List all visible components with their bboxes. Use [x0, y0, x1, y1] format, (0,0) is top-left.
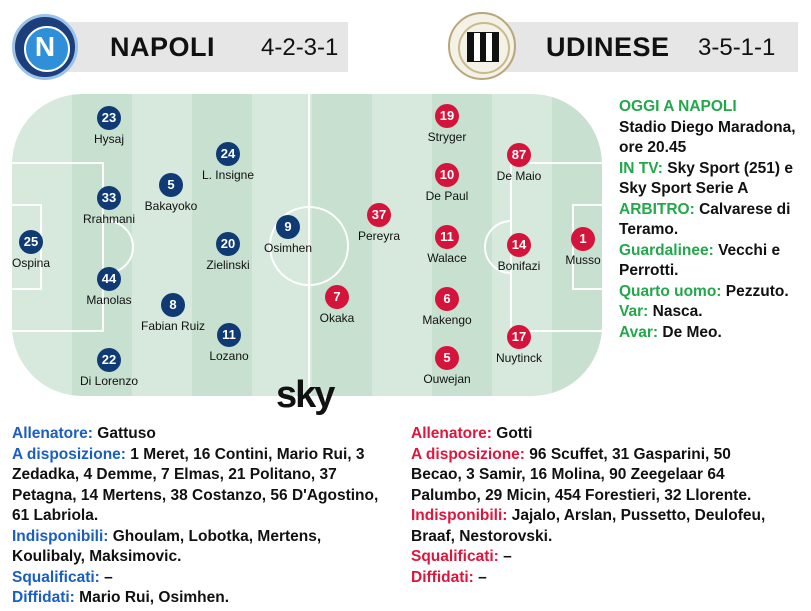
referee-label: ARBITRO: — [619, 200, 695, 218]
player-name: Bakayoko — [144, 199, 198, 213]
tv-label: IN TV: — [619, 159, 663, 177]
info-avar — [619, 323, 809, 344]
linesmen-value: Vecchi e Perrotti. — [619, 241, 781, 279]
bench-label: A disposizione: — [411, 445, 525, 463]
referee-value: Calvarese di Teramo. — [619, 200, 791, 238]
napoli-crest-icon — [12, 14, 78, 80]
udinese-crest-icon — [448, 12, 516, 80]
warned-label: Diffidati: — [411, 568, 474, 586]
avar-label: Avar: — [619, 323, 659, 341]
player-number: 11 — [435, 225, 459, 249]
player-name: Makengo — [422, 313, 472, 327]
player-number: 25 — [19, 230, 43, 254]
player-name: Okaka — [319, 311, 355, 325]
unavailable-label: Indisponibili: — [411, 507, 508, 524]
player-udinese — [387, 287, 507, 327]
player-napoli — [49, 106, 169, 146]
info-var — [619, 302, 809, 323]
player-number: 8 — [161, 293, 185, 317]
player-number: 5 — [435, 346, 459, 370]
player-number: 7 — [325, 285, 349, 309]
player-name: Nuytinck — [495, 351, 542, 365]
player-number: 23 — [97, 106, 121, 130]
player-number: 17 — [507, 325, 531, 349]
bench-value: 1 Meret, 16 Contini, Mario Rui, 3 Zedadka, 4 Demme, 7 Elmas, 21 Politano, 37 Petagna, 14 Mertens, 38 Costanzo, 56 D'Agostino, 61 Labriola. — [12, 445, 379, 524]
udinese-bench — [411, 445, 771, 507]
napoli-suspended — [12, 568, 382, 589]
coach-value: Gotti — [496, 425, 533, 442]
player-number: 33 — [97, 186, 121, 210]
player-udinese — [387, 104, 507, 144]
fourth-label: Quarto uomo: — [619, 282, 722, 300]
udinese-suspended — [411, 547, 771, 568]
player-number: 1 — [571, 227, 595, 251]
linesmen-label: Guardalinee: — [619, 241, 714, 259]
info-venue: Stadio Diego Maradona, ore 20.45 — [619, 118, 796, 156]
player-number: 87 — [507, 143, 531, 167]
player-number: 11 — [217, 323, 241, 347]
suspended-label: Squalificati: — [411, 548, 499, 565]
player-napoli — [49, 348, 169, 388]
player-name: De Paul — [425, 189, 469, 203]
napoli-unavailable — [12, 527, 382, 568]
napoli-bench — [12, 445, 382, 527]
udinese-details — [411, 424, 771, 588]
home-team-name: NAPOLI — [110, 32, 216, 62]
bench-label: A disposizione: — [12, 445, 126, 463]
player-name: Rrahmani — [82, 212, 136, 226]
player-name: Manolas — [86, 293, 132, 307]
var-label: Var: — [619, 303, 649, 320]
coach-label: Allenatore: — [12, 425, 93, 442]
warned-value: – — [478, 568, 487, 586]
var-value: Nasca. — [652, 303, 703, 320]
player-udinese — [459, 143, 579, 183]
napoli-coach — [12, 424, 382, 445]
udinese-unavailable — [411, 506, 771, 547]
player-number: 20 — [216, 232, 240, 256]
suspended-label: Squalificati: — [12, 568, 100, 586]
player-name: De Maio — [496, 169, 542, 183]
player-napoli — [169, 323, 289, 363]
player-number: 6 — [435, 287, 459, 311]
suspended-value: – — [104, 568, 113, 586]
napoli-details — [12, 424, 382, 609]
player-name: Hysaj — [93, 132, 124, 146]
player-name: Osimhen — [263, 241, 313, 255]
info-referee — [619, 200, 809, 241]
player-number: 44 — [97, 267, 121, 291]
player-number: 10 — [435, 163, 459, 187]
player-name: Walace — [427, 251, 467, 265]
match-info — [619, 97, 809, 343]
player-udinese — [277, 285, 397, 325]
player-number: 14 — [507, 233, 531, 257]
player-name: Fabian Ruiz — [140, 319, 206, 333]
player-name: Pereyra — [357, 229, 401, 243]
player-udinese — [459, 325, 579, 365]
away-team-name: UDINESE — [546, 32, 670, 62]
udinese-warned — [411, 568, 771, 589]
away-formation: 3-5-1-1 — [698, 34, 776, 61]
warned-value: Mario Rui, Osimhen. — [79, 589, 230, 606]
player-number: 19 — [435, 104, 459, 128]
player-name: Ospina — [11, 256, 51, 270]
player-number: 5 — [159, 173, 183, 197]
crest-letter: N — [34, 31, 56, 62]
player-number: 9 — [276, 215, 300, 239]
info-linesmen — [619, 241, 809, 282]
coach-label: Allenatore: — [411, 425, 492, 442]
coach-value: Gattuso — [97, 425, 156, 442]
player-name: Lozano — [209, 349, 249, 363]
player-name: Stryger — [427, 130, 467, 144]
bench-value: 96 Scuffet, 31 Gasparini, 50 Becao, 3 Samir, 16 Molina, 90 Zeegelaar 64 Palumbo, 29 Micin, 454 Forestieri, 32 Llorente. — [411, 445, 752, 504]
udinese-coach — [411, 424, 771, 445]
player-number: 22 — [97, 348, 121, 372]
avar-value: De Meo. — [662, 323, 722, 341]
suspended-value: – — [503, 548, 512, 565]
napoli-warned — [12, 588, 382, 609]
info-fourth — [619, 282, 809, 303]
sky-logo: sky — [276, 374, 334, 416]
player-napoli — [0, 230, 91, 270]
info-tv — [619, 159, 809, 200]
player-number: 37 — [367, 203, 391, 227]
unavailable-value: Ghoulam, Lobotka, Mertens, Koulibaly, Maksimovic. — [12, 527, 322, 565]
fourth-value: Pezzuto. — [725, 282, 789, 300]
player-name: Zielinski — [206, 258, 250, 272]
player-name: L. Insigne — [201, 168, 255, 182]
player-napoli — [168, 142, 288, 182]
tv-value: Sky Sport (251) e Sky Sport Serie A — [619, 159, 794, 197]
warned-label: Diffidati: — [12, 589, 75, 606]
unavailable-value: Jajalo, Arslan, Pussetto, Deulofeu, Braaf, Nestorovski. — [411, 507, 766, 545]
player-name: Musso — [565, 253, 601, 267]
player-name: Bonifazi — [497, 259, 541, 273]
unavailable-label: Indisponibili: — [12, 527, 109, 545]
info-title: OGGI A NAPOLI — [619, 98, 737, 115]
player-name: Di Lorenzo — [79, 374, 139, 388]
player-name: Ouwejan — [423, 372, 471, 386]
player-number: 24 — [216, 142, 240, 166]
home-formation: 4-2-3-1 — [261, 34, 339, 61]
